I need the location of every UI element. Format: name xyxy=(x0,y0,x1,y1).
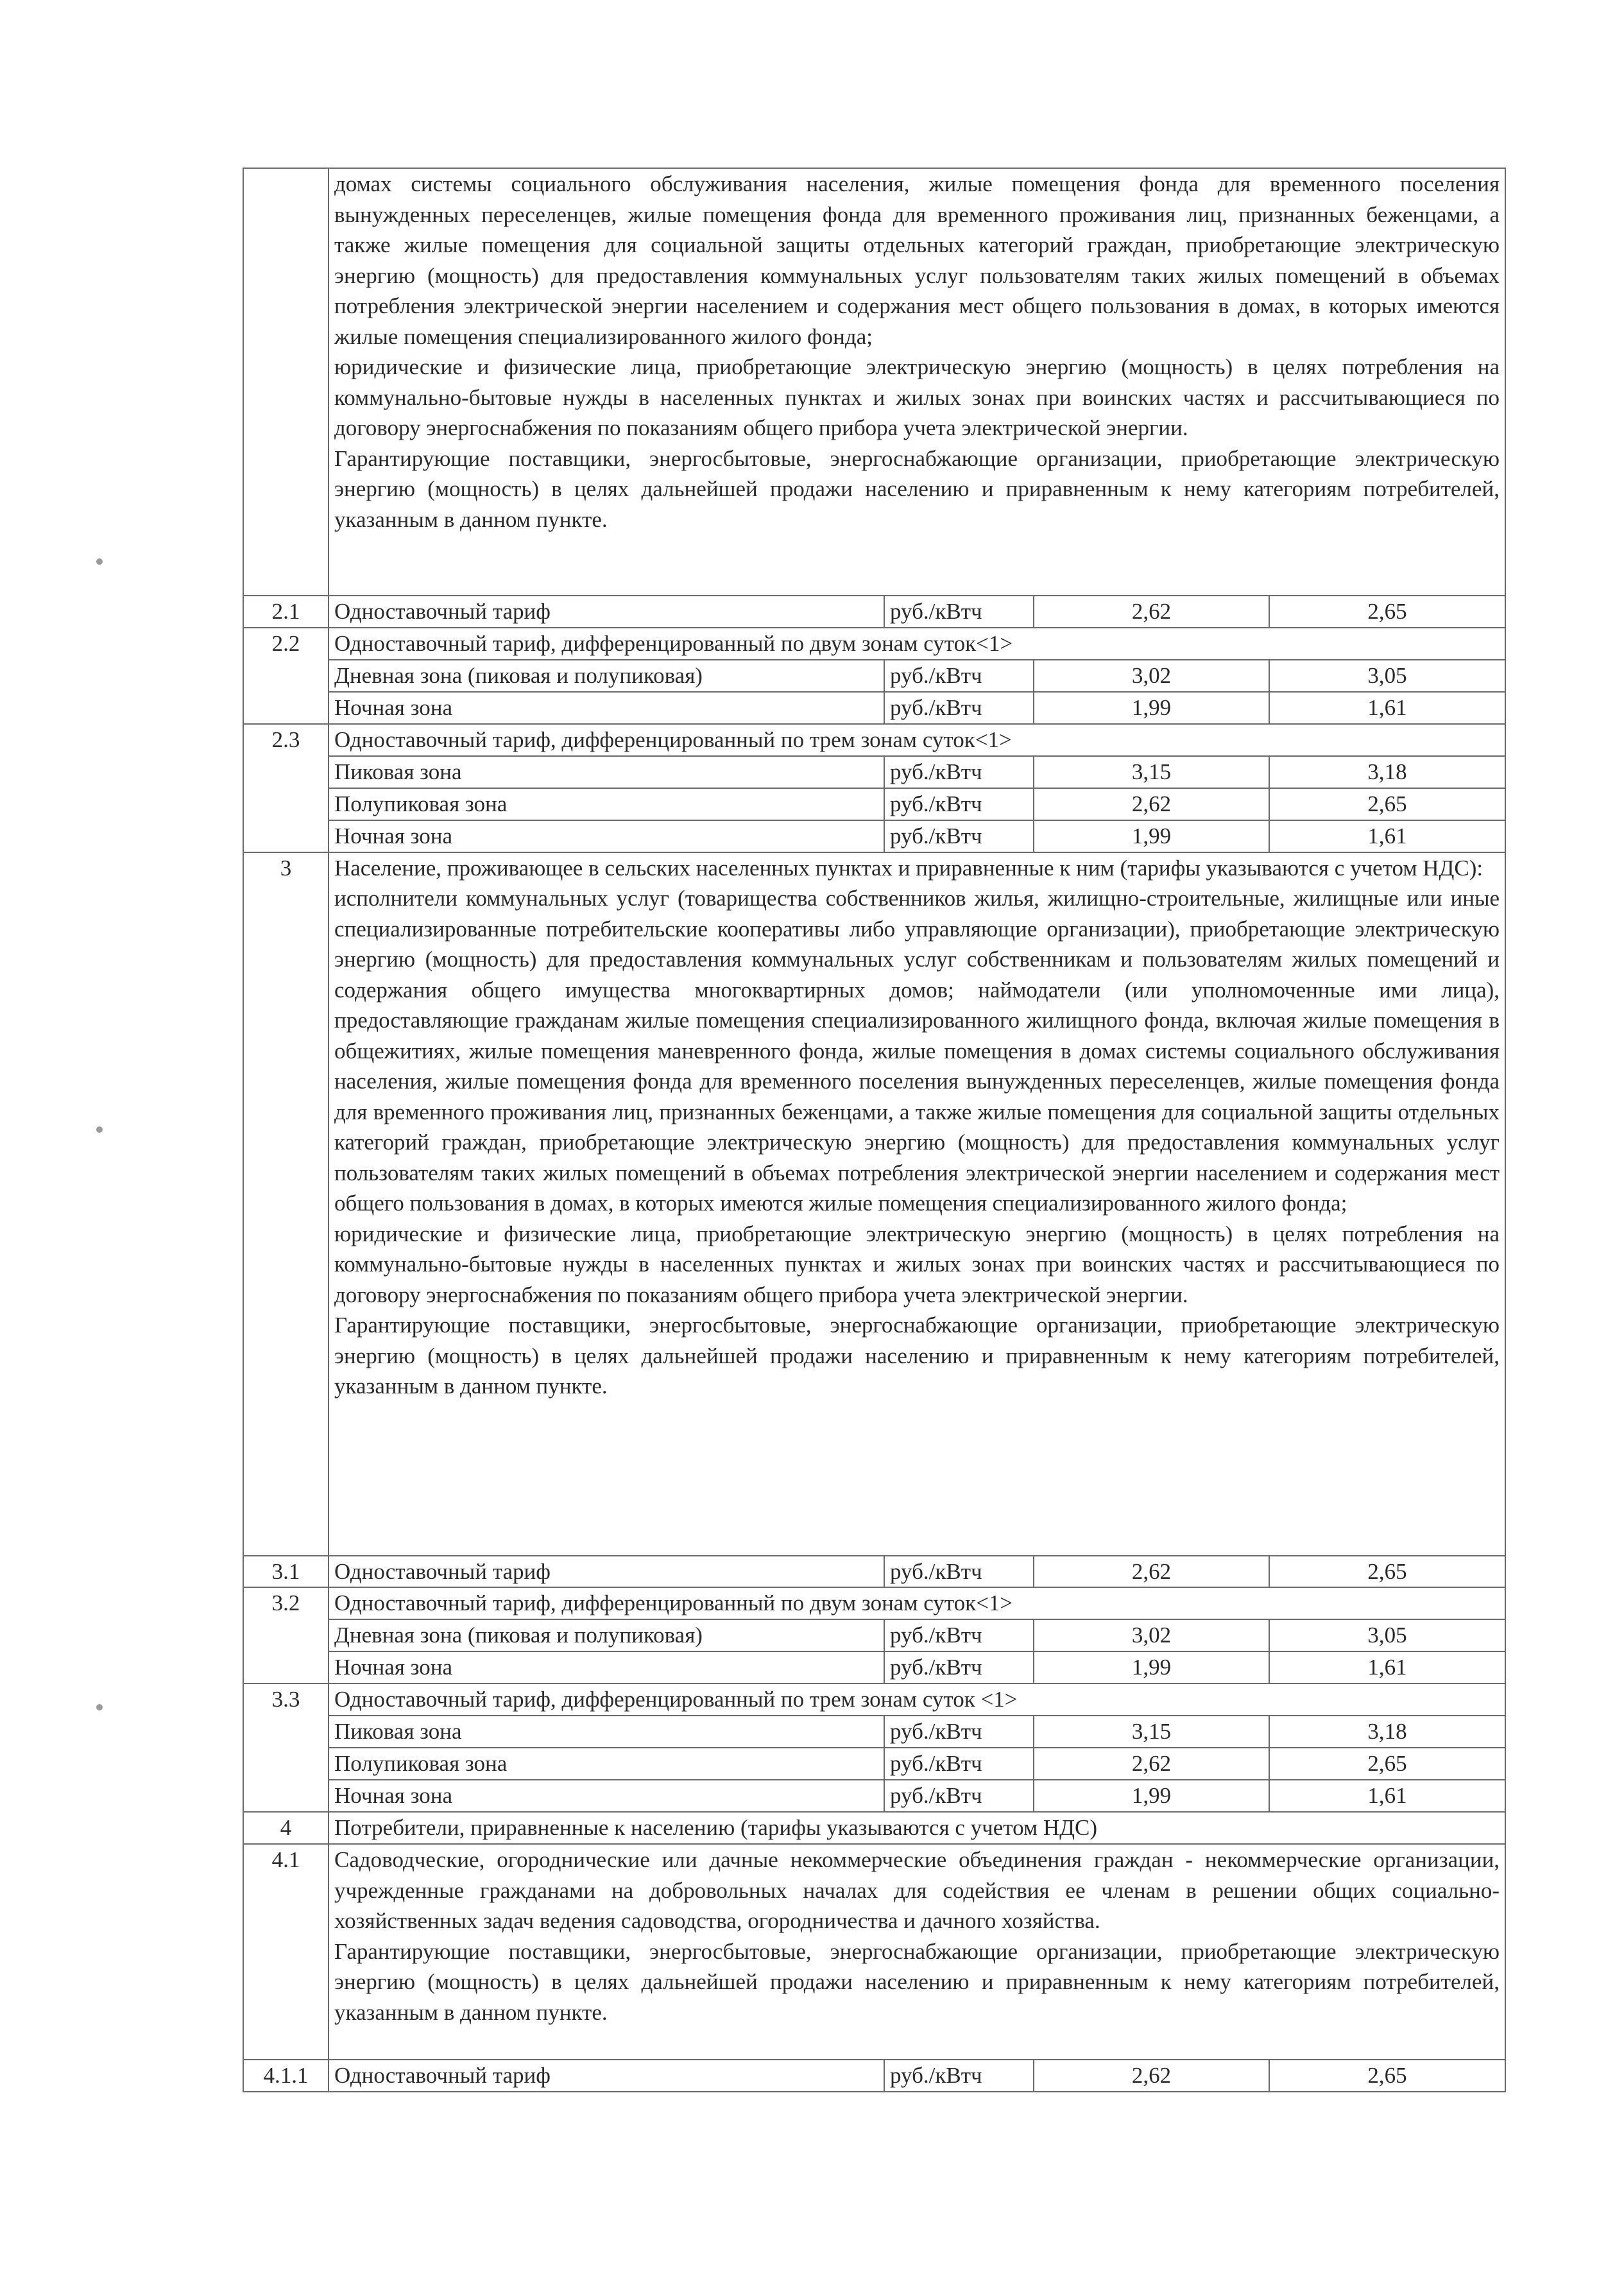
zone-label: Полупиковая зона xyxy=(329,1748,884,1780)
scan-artifact-dot xyxy=(96,1704,103,1710)
value-1: 1,99 xyxy=(1034,1651,1269,1684)
row-number: 4.1 xyxy=(243,1844,329,2060)
description-cell xyxy=(329,168,1505,596)
table-row xyxy=(243,756,1505,788)
zone-label: Ночная зона xyxy=(329,1651,884,1684)
tariff-table xyxy=(243,168,1506,2092)
value-1: 2,62 xyxy=(1034,2060,1269,2092)
table-row xyxy=(243,1651,1505,1684)
value-2: 2,65 xyxy=(1269,788,1505,820)
table-row xyxy=(243,852,1505,1556)
zone-label: Ночная зона xyxy=(329,692,884,724)
row-number: 3 xyxy=(243,852,329,1556)
value-1: 1,99 xyxy=(1034,1780,1269,1812)
paragraph: исполнители коммунальных услуг (товарищества собственников жилья, жилищно-строительные, жилищные или иные специализированные потребительские кооперативы либо управляющие организации), приобретающие электрическую энергию (мощность) для предоставления коммунальных услуг собственникам и пользователям жилых помещений и содержания общего имущества многоквартирных домов; наймодатели (или уполномоченные ими лица), предоставляющие гражданам жилые помещения специализированного жилищного фонда, включая жилые помещения в общежитиях, жилые помещения маневренного фонда, жилые помещения в домах системы социального обслуживания населения, жилые помещения фонда для временного поселения вынужденных переселенцев, жилые помещения фонда для временного проживания лиц, признанных беженцами, а также жилые помещения для социальной защиты отдельных категорий граждан, приобретающие электрическую энергию (мощность) для предоставления коммунальных услуг пользователям таких жилых помещений в объемах потребления электрической энергии населением и содержания мест общего пользования в домах, в которых имеются жилые помещения специализированного жилого фонда; xyxy=(334,886,1500,1216)
value-2: 1,61 xyxy=(1269,1651,1505,1684)
value-2: 2,65 xyxy=(1269,1556,1505,1588)
value-1: 1,99 xyxy=(1034,692,1269,724)
unit: руб./кВтч xyxy=(884,692,1034,724)
scan-artifact-dot xyxy=(96,558,103,565)
zone-label: Ночная зона xyxy=(329,1780,884,1812)
table-row xyxy=(243,168,1505,596)
zone-label: Пиковая зона xyxy=(329,1716,884,1748)
unit: руб./кВтч xyxy=(884,1716,1034,1748)
unit: руб./кВтч xyxy=(884,2060,1034,2092)
value-2: 1,61 xyxy=(1269,820,1505,852)
table-row xyxy=(243,660,1505,692)
table-row xyxy=(243,788,1505,820)
table-row xyxy=(243,1844,1505,2060)
tariff-label: Одноставочный тариф, дифференцированный по двум зонам суток<1> xyxy=(329,628,1505,660)
unit: руб./кВтч xyxy=(884,1556,1034,1588)
paragraph: Гарантирующие поставщики, энергосбытовые, энергоснабжающие организации, приобретающие электрическую энергию (мощность) в целях дальнейшей продажи населению и приравненным к нему категориям потребителей, указанным в данном пункте. xyxy=(334,1313,1500,1399)
table-row xyxy=(243,1619,1505,1651)
tariff-label: Одноставочный тариф, дифференцированный по трем зонам суток <1> xyxy=(329,1684,1505,1716)
row-number: 2.1 xyxy=(243,596,329,628)
tariff-label: Одноставочный тариф xyxy=(329,2060,884,2092)
zone-label: Дневная зона (пиковая и полупиковая) xyxy=(329,1619,884,1651)
value-2: 1,61 xyxy=(1269,692,1505,724)
row-number: 4 xyxy=(243,1812,329,1844)
unit: руб./кВтч xyxy=(884,820,1034,852)
paragraph: юридические и физические лица, приобретающие электрическую энергию (мощность) в целях потребления на коммунально-бытовые нужды в населенных пунктах и жилых зонах при воинских частях и рассчитывающиеся по договору энергоснабжения по показаниям общего прибора учета электрической энергии. xyxy=(334,1221,1500,1307)
unit: руб./кВтч xyxy=(884,596,1034,628)
table-row xyxy=(243,1812,1505,1844)
unit: руб./кВтч xyxy=(884,788,1034,820)
tariff-label: Одноставочный тариф xyxy=(329,596,884,628)
table-row xyxy=(243,596,1505,628)
table-row xyxy=(243,628,1505,660)
table-row xyxy=(243,1748,1505,1780)
value-1: 1,99 xyxy=(1034,820,1269,852)
table-row xyxy=(243,1684,1505,1716)
paragraph: Садоводческие, огороднические или дачные некоммерческие объединения граждан - некоммерческие организации, учрежденные гражданами на добровольных началах для содействия ее членам в решении общих социально-хозяйственных задач ведения садоводства, огородничества и дачного хозяйства. xyxy=(334,1847,1500,1933)
value-2: 1,61 xyxy=(1269,1780,1505,1812)
row-number: 3.2 xyxy=(243,1587,329,1684)
paragraph: Гарантирующие поставщики, энергосбытовые, энергоснабжающие организации, приобретающие электрическую энергию (мощность) в целях дальнейшей продажи населению и приравненным к нему категориям потребителей, указанным в данном пункте. xyxy=(334,1938,1500,2025)
value-1: 3,02 xyxy=(1034,660,1269,692)
section-heading: Потребители, приравненные к населению (тарифы указываются с учетом НДС) xyxy=(329,1812,1505,1844)
value-1: 3,15 xyxy=(1034,1716,1269,1748)
unit: руб./кВтч xyxy=(884,1619,1034,1651)
tariff-label: Одноставочный тариф xyxy=(329,1556,884,1588)
zone-label: Ночная зона xyxy=(329,820,884,852)
paragraph: Население, проживающее в сельских населенных пунктах и приравненные к ним (тарифы указываются с учетом НДС): xyxy=(334,855,1483,881)
value-2: 3,05 xyxy=(1269,660,1505,692)
value-1: 2,62 xyxy=(1034,1556,1269,1588)
scan-artifact-dot xyxy=(96,1126,103,1133)
value-1: 2,62 xyxy=(1034,596,1269,628)
unit: руб./кВтч xyxy=(884,660,1034,692)
value-1: 2,62 xyxy=(1034,788,1269,820)
table-row xyxy=(243,1716,1505,1748)
row-number-cell xyxy=(243,168,329,596)
unit: руб./кВтч xyxy=(884,756,1034,788)
table-row xyxy=(243,2060,1505,2092)
tariff-label: Одноставочный тариф, дифференцированный по трем зонам суток<1> xyxy=(329,724,1505,756)
unit: руб./кВтч xyxy=(884,1780,1034,1812)
table-row xyxy=(243,724,1505,756)
value-1: 3,15 xyxy=(1034,756,1269,788)
unit: руб./кВтч xyxy=(884,1651,1034,1684)
row-number: 3.1 xyxy=(243,1556,329,1588)
table-row xyxy=(243,820,1505,852)
zone-label: Полупиковая зона xyxy=(329,788,884,820)
table-row xyxy=(243,1587,1505,1619)
table-row xyxy=(243,1780,1505,1812)
value-2: 2,65 xyxy=(1269,2060,1505,2092)
table-row xyxy=(243,1556,1505,1588)
value-1: 3,02 xyxy=(1034,1619,1269,1651)
row-number: 2.3 xyxy=(243,724,329,852)
value-2: 3,05 xyxy=(1269,1619,1505,1651)
paragraph: Гарантирующие поставщики, энергосбытовые, энергоснабжающие организации, приобретающие электрическую энергию (мощность) в целях дальнейшей продажи населению и приравненным к нему категориям потребителей, указанным в данном пункте. xyxy=(334,445,1500,532)
zone-label: Пиковая зона xyxy=(329,756,884,788)
unit: руб./кВтч xyxy=(884,1748,1034,1780)
row-number: 3.3 xyxy=(243,1684,329,1812)
value-1: 2,62 xyxy=(1034,1748,1269,1780)
row-number: 4.1.1 xyxy=(243,2060,329,2092)
value-2: 3,18 xyxy=(1269,756,1505,788)
description-cell xyxy=(329,852,1505,1556)
tariff-label: Одноставочный тариф, дифференцированный по двум зонам суток<1> xyxy=(329,1587,1505,1619)
value-2: 2,65 xyxy=(1269,1748,1505,1780)
paragraph: юридические и физические лица, приобретающие электрическую энергию (мощность) в целях потребления на коммунально-бытовые нужды в населенных пунктах и жилых зонах при воинских частях и рассчитывающиеся по договору энергоснабжения по показаниям общего прибора учета электрической энергии. xyxy=(334,354,1500,440)
description-cell xyxy=(329,1844,1505,2060)
value-2: 2,65 xyxy=(1269,596,1505,628)
zone-label: Дневная зона (пиковая и полупиковая) xyxy=(329,660,884,692)
table-row xyxy=(243,692,1505,724)
paragraph: домах системы социального обслуживания населения, жилые помещения фонда для временного поселения вынужденных переселенцев, жилые помещения фонда для временного проживания лиц, признанных беженцами, а также жилые помещения для социальной защиты отдельных категорий граждан, приобретающие электрическую энергию (мощность) для предоставления коммунальных услуг пользователям таких жилых помещений в объемах потребления электрической энергии населением и содержания мест общего пользования в домах, в которых имеются жилые помещения специализированного жилого фонда; xyxy=(334,171,1500,349)
value-2: 3,18 xyxy=(1269,1716,1505,1748)
row-number: 2.2 xyxy=(243,628,329,724)
